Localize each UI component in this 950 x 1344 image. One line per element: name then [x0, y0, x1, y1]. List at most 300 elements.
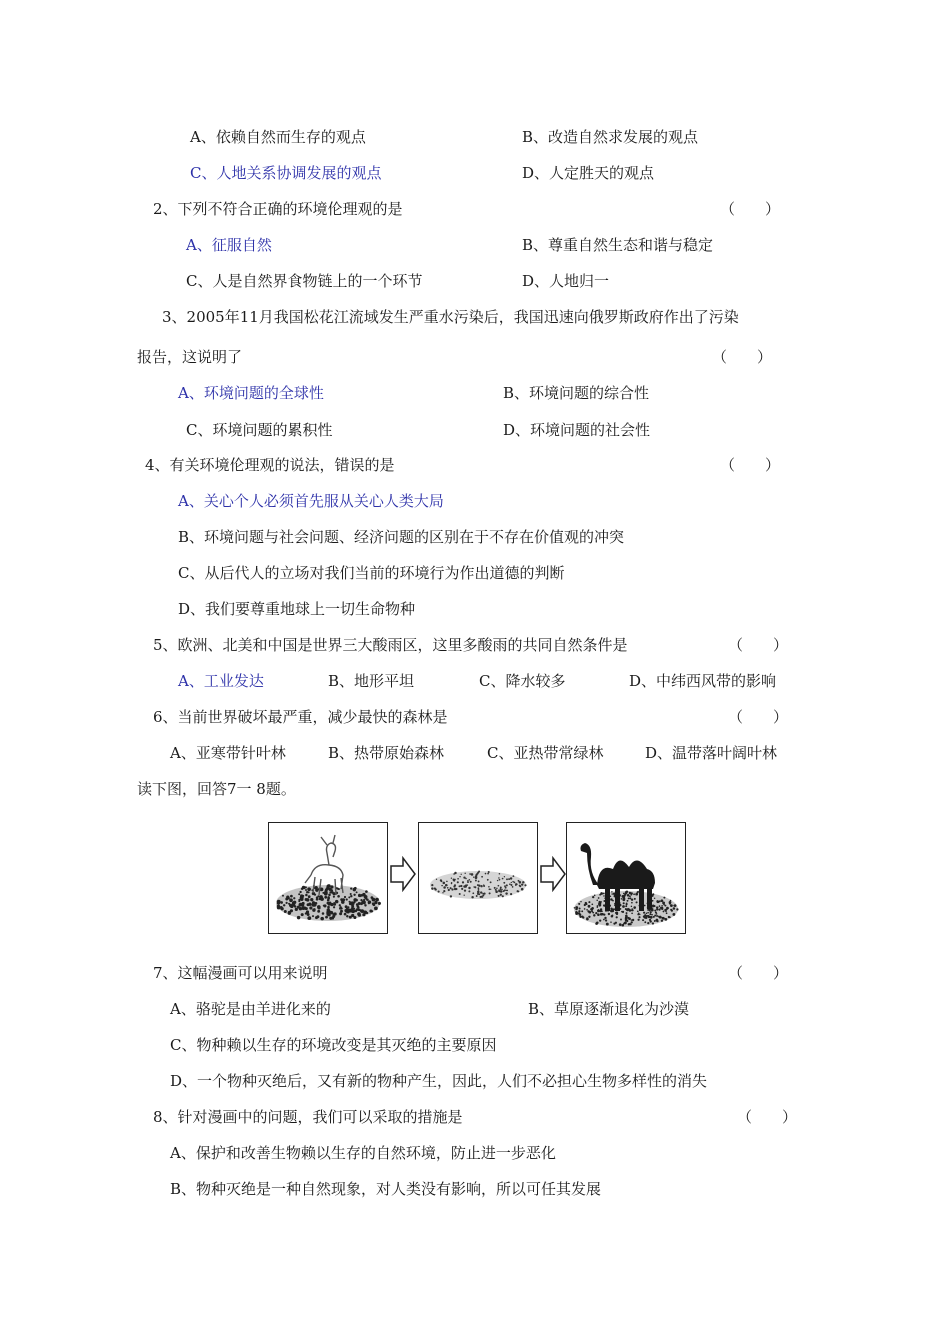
speckle	[669, 901, 672, 904]
speckle	[297, 916, 300, 919]
speckle	[459, 876, 460, 877]
speckle	[480, 896, 482, 898]
speckle	[633, 906, 636, 909]
speckle	[628, 923, 630, 925]
speckle	[442, 892, 443, 893]
speckle	[597, 907, 598, 908]
speckle	[305, 907, 308, 910]
speckle	[327, 884, 330, 887]
speckle	[503, 882, 505, 884]
speckle	[506, 890, 507, 891]
speckle	[446, 881, 448, 883]
speckle	[478, 887, 480, 889]
speckle	[650, 911, 652, 913]
speckle	[462, 881, 464, 883]
q1-option-c: C、人地关系协调发展的观点	[190, 164, 382, 182]
q5-option-c: C、降水较多	[479, 672, 566, 690]
speckle	[487, 873, 489, 875]
speckle	[593, 914, 595, 916]
speckle	[447, 887, 449, 889]
speckle	[670, 904, 673, 907]
speckle	[574, 907, 575, 908]
q4-stem: 4、有关环境伦理观的说法，错误的是	[145, 456, 395, 474]
q7-option-b: B、草原逐渐退化为沙漠	[528, 1000, 690, 1018]
speckle	[586, 917, 588, 919]
speckle	[603, 893, 605, 895]
speckle	[519, 885, 521, 887]
speckle	[630, 923, 632, 925]
q6-option-b: B、热带原始森林	[328, 744, 445, 762]
speckle	[506, 884, 508, 886]
speckle	[308, 895, 311, 898]
speckle	[353, 894, 355, 896]
speckle	[471, 873, 474, 876]
speckle	[350, 903, 352, 905]
speckle	[301, 913, 304, 916]
speckle	[469, 879, 471, 881]
speckle	[488, 871, 490, 873]
speckle	[496, 888, 498, 890]
speckle	[344, 909, 347, 912]
speckle	[664, 909, 667, 912]
speckle	[365, 890, 368, 893]
speckle	[471, 896, 473, 898]
speckle	[672, 913, 675, 916]
speckle	[495, 890, 498, 893]
speckle	[584, 908, 586, 910]
speckle	[615, 912, 617, 914]
speckle	[340, 910, 343, 913]
speckle	[440, 879, 442, 881]
speckle	[364, 895, 368, 899]
speckle	[656, 920, 658, 922]
speckle	[353, 916, 356, 919]
speckle	[631, 912, 633, 914]
speckle	[277, 900, 281, 904]
speckle	[500, 887, 502, 889]
speckle	[350, 893, 352, 895]
speckle	[374, 907, 378, 911]
speckle	[651, 909, 654, 912]
speckle	[657, 900, 660, 903]
speckle	[306, 898, 310, 902]
speckle	[312, 915, 314, 917]
speckle	[646, 915, 648, 917]
speckle	[666, 912, 668, 914]
speckle	[470, 881, 472, 883]
speckle	[480, 885, 482, 887]
speckle	[438, 891, 440, 893]
speckle	[489, 888, 491, 890]
speckle	[637, 919, 639, 921]
speckle	[634, 898, 636, 900]
speckle	[627, 900, 629, 902]
q3-option-c: C、环境问题的累积性	[186, 421, 333, 439]
q4-option-a: A、关心个人必须首先服从关心人类大局	[178, 492, 444, 510]
speckle	[638, 916, 640, 918]
speckle	[628, 897, 630, 899]
speckle	[450, 895, 452, 897]
speckle	[342, 898, 345, 901]
speckle	[378, 902, 381, 905]
speckle	[283, 904, 285, 906]
q6-option-a: A、亚寒带针叶林	[170, 744, 286, 762]
speckle	[631, 906, 632, 907]
speckle	[631, 921, 633, 923]
speckle	[329, 891, 331, 893]
speckle	[620, 919, 622, 921]
speckle	[289, 904, 292, 907]
speckle	[659, 916, 662, 919]
speckle	[459, 885, 461, 887]
speckle	[353, 898, 357, 902]
speckle	[346, 898, 348, 900]
speckle	[478, 871, 480, 873]
speckle	[305, 912, 307, 914]
speckle	[431, 887, 433, 889]
speckle	[464, 895, 465, 896]
speckle	[478, 880, 480, 882]
speckle	[646, 912, 648, 914]
speckle	[610, 898, 613, 901]
speckle	[667, 907, 669, 909]
speckle	[285, 898, 288, 901]
speckle	[344, 913, 347, 916]
cartoon-figure	[268, 818, 686, 936]
speckle	[621, 911, 623, 913]
speckle	[453, 880, 455, 882]
speckle	[498, 877, 499, 878]
speckle	[643, 912, 645, 914]
speckle	[314, 902, 316, 904]
speckle	[481, 892, 483, 894]
speckle	[510, 877, 512, 879]
speckle	[673, 905, 675, 907]
q3-answer-paren: （ ）	[712, 348, 773, 366]
speckle	[596, 921, 599, 924]
speckle	[307, 887, 311, 891]
speckle	[464, 873, 465, 874]
speckle	[373, 904, 375, 906]
speckle	[628, 908, 630, 910]
speckle	[615, 922, 617, 924]
speckle	[325, 888, 328, 891]
speckle	[622, 905, 625, 908]
speckle	[576, 912, 578, 914]
speckle	[673, 907, 676, 910]
speckle	[524, 884, 526, 886]
speckle	[333, 906, 335, 908]
panel-degraded-grassland	[418, 822, 538, 934]
speckle	[611, 914, 613, 916]
speckle	[448, 889, 450, 891]
speckle	[490, 881, 492, 883]
speckle	[578, 910, 580, 912]
speckle	[317, 906, 320, 909]
panel-goat-on-grassland	[268, 822, 388, 934]
q5-option-b: B、地形平坦	[328, 672, 415, 690]
speckle	[346, 915, 348, 917]
speckle	[333, 896, 335, 898]
speckle	[463, 876, 465, 878]
speckle	[510, 893, 512, 895]
speckle	[305, 889, 307, 891]
q5-option-d: D、中纬西风带的影响	[629, 672, 777, 690]
speckle	[578, 903, 580, 905]
speckle	[575, 906, 578, 909]
speckle	[460, 885, 462, 887]
q7-option-a: A、骆驼是由羊进化来的	[170, 1000, 331, 1018]
speckle	[371, 910, 373, 912]
speckle	[293, 904, 296, 907]
q6-option-c: C、亚热带常绿林	[487, 744, 604, 762]
speckle	[329, 911, 332, 914]
speckle	[445, 884, 447, 886]
q6-stem: 6、当前世界破坏最严重，减少最快的森林是	[153, 708, 448, 726]
speckle	[633, 893, 635, 895]
speckle	[349, 901, 351, 903]
speckle	[339, 904, 341, 906]
speckle	[451, 878, 452, 879]
speckle	[293, 897, 295, 899]
read-figure-prompt: 读下图，回答7一 8题。	[137, 780, 296, 798]
speckle	[624, 921, 627, 924]
speckle	[324, 896, 327, 899]
speckle	[512, 875, 514, 877]
speckle	[580, 901, 581, 902]
speckle	[478, 889, 480, 891]
speckle	[652, 922, 654, 924]
speckle	[461, 888, 463, 890]
q7-option-c: C、物种赖以生存的环境改变是其灭绝的主要原因	[170, 1036, 497, 1054]
speckle	[588, 901, 590, 903]
panel-camel-in-desert	[566, 822, 686, 934]
speckle	[360, 899, 362, 901]
speckle	[616, 916, 618, 918]
speckle	[599, 919, 601, 921]
speckle	[464, 889, 466, 891]
speckle	[623, 893, 625, 895]
q6-answer-paren: （ ）	[728, 708, 789, 726]
speckle	[659, 905, 661, 907]
speckle	[472, 892, 474, 894]
speckle	[306, 891, 308, 893]
speckle	[353, 908, 355, 910]
speckle	[375, 898, 377, 900]
q3-option-b: B、环境问题的综合性	[503, 384, 650, 402]
speckle	[482, 893, 483, 894]
speckle	[358, 909, 360, 911]
speckle	[282, 895, 284, 897]
speckle	[473, 877, 474, 878]
q3-option-a: A、环境问题的全球性	[178, 384, 324, 402]
speckle	[317, 910, 320, 913]
speckle	[469, 873, 471, 875]
speckle	[329, 902, 332, 905]
speckle	[356, 891, 358, 893]
speckle	[461, 874, 462, 875]
speckle	[441, 885, 442, 886]
speckle	[459, 893, 461, 895]
speckle	[606, 923, 609, 926]
speckle	[619, 923, 622, 926]
speckle	[299, 891, 301, 893]
speckle	[307, 916, 311, 920]
speckle	[451, 888, 453, 890]
speckle	[611, 891, 612, 892]
speckle	[489, 892, 491, 894]
speckle	[579, 916, 581, 918]
speckle	[327, 896, 330, 899]
speckle	[636, 901, 638, 903]
speckle	[457, 878, 459, 880]
speckle	[468, 890, 470, 892]
speckle	[623, 902, 625, 904]
speckle	[454, 888, 456, 890]
speckle	[316, 915, 319, 918]
speckle	[322, 892, 324, 894]
speckle	[483, 884, 484, 885]
speckle	[639, 914, 640, 915]
speckle	[642, 919, 644, 921]
speckle	[625, 908, 627, 910]
speckle	[605, 919, 607, 921]
speckle	[647, 912, 649, 914]
speckle	[488, 886, 490, 888]
speckle	[325, 916, 327, 918]
speckle	[350, 888, 352, 890]
speckle	[649, 909, 651, 911]
speckle	[323, 905, 325, 907]
speckle	[629, 896, 631, 898]
speckle	[626, 902, 628, 904]
speckle	[597, 913, 600, 916]
speckle	[671, 910, 672, 911]
speckle	[622, 924, 625, 927]
speckle	[579, 907, 581, 909]
q2-answer-paren: （ ）	[720, 200, 781, 218]
speckle	[631, 899, 633, 901]
speckle	[327, 902, 330, 905]
q4-option-b: B、环境问题与社会问题、经济问题的区别在于不存在价值观的冲突	[178, 528, 625, 546]
speckle	[586, 909, 588, 911]
speckle	[290, 895, 293, 898]
speckle	[612, 909, 614, 911]
speckle	[652, 905, 655, 908]
speckle	[596, 900, 598, 902]
q5-stem: 5、欧洲、北美和中国是世界三大酸雨区，这里多酸雨的共同自然条件是	[153, 636, 628, 654]
speckle	[502, 878, 504, 880]
speckle	[280, 901, 283, 904]
speckle	[625, 891, 627, 893]
arrow-right-icon	[540, 856, 566, 892]
speckle	[584, 904, 586, 906]
speckle	[626, 912, 628, 914]
speckle	[644, 905, 646, 907]
speckle	[366, 912, 368, 914]
speckle	[625, 905, 627, 907]
speckle	[468, 887, 470, 889]
speckle	[344, 896, 346, 898]
speckle	[670, 900, 672, 902]
q8-stem: 8、针对漫画中的问题，我们可以采取的措施是	[153, 1108, 463, 1126]
speckle	[299, 907, 302, 910]
speckle	[498, 889, 499, 890]
speckle	[600, 904, 602, 906]
speckle	[660, 907, 663, 910]
speckle	[443, 886, 446, 889]
speckle	[637, 910, 639, 912]
speckle	[300, 903, 302, 905]
speckle	[443, 882, 446, 885]
speckle	[284, 910, 287, 913]
q2-option-d: D、人地归一	[522, 272, 610, 290]
speckle	[662, 901, 665, 904]
speckle	[360, 902, 363, 905]
speckle	[669, 916, 671, 918]
speckle	[603, 919, 605, 921]
speckle	[649, 913, 651, 915]
speckle	[295, 908, 298, 911]
speckle	[483, 892, 485, 894]
speckle	[654, 920, 656, 922]
speckle	[436, 879, 437, 880]
speckle	[320, 917, 324, 921]
speckle	[497, 880, 498, 881]
speckle	[515, 885, 516, 886]
speckle	[522, 881, 524, 883]
speckle	[358, 914, 361, 917]
speckle	[286, 902, 288, 904]
speckle	[467, 881, 469, 883]
speckle	[663, 910, 665, 912]
speckle	[305, 894, 308, 897]
speckle	[499, 873, 501, 875]
q8-answer-paren: （ ）	[737, 1108, 798, 1126]
speckle	[649, 919, 651, 921]
speckle	[611, 893, 613, 895]
speckle	[600, 892, 603, 895]
q2-option-c: C、人是自然界食物链上的一个环节	[186, 272, 423, 290]
speckle	[591, 903, 593, 905]
speckle	[332, 915, 335, 918]
speckle	[288, 911, 291, 914]
speckle	[348, 909, 351, 912]
speckle	[335, 900, 339, 904]
speckle	[594, 895, 596, 897]
speckle	[601, 910, 603, 912]
speckle	[443, 890, 445, 892]
speckle	[656, 915, 657, 916]
speckle	[654, 898, 655, 899]
speckle	[505, 892, 507, 894]
speckle	[591, 907, 594, 910]
speckle	[358, 907, 360, 909]
speckle	[340, 906, 342, 908]
q7-answer-paren: （ ）	[728, 964, 789, 982]
q8-option-a: A、保护和改善生物赖以生存的自然环境，防止进一步恶化	[170, 1144, 556, 1162]
speckle	[454, 872, 456, 874]
q7-option-d: D、一个物种灭绝后，又有新的物种产生，因此，人们不必担心生物多样性的消失	[170, 1072, 708, 1090]
speckle	[676, 908, 678, 910]
speckle	[451, 883, 452, 884]
speckle	[500, 894, 502, 896]
speckle	[661, 905, 663, 907]
speckle	[320, 897, 324, 901]
speckle	[512, 886, 514, 888]
q2-option-b: B、尊重自然生态和谐与稳定	[522, 236, 714, 254]
speckle	[521, 883, 523, 885]
